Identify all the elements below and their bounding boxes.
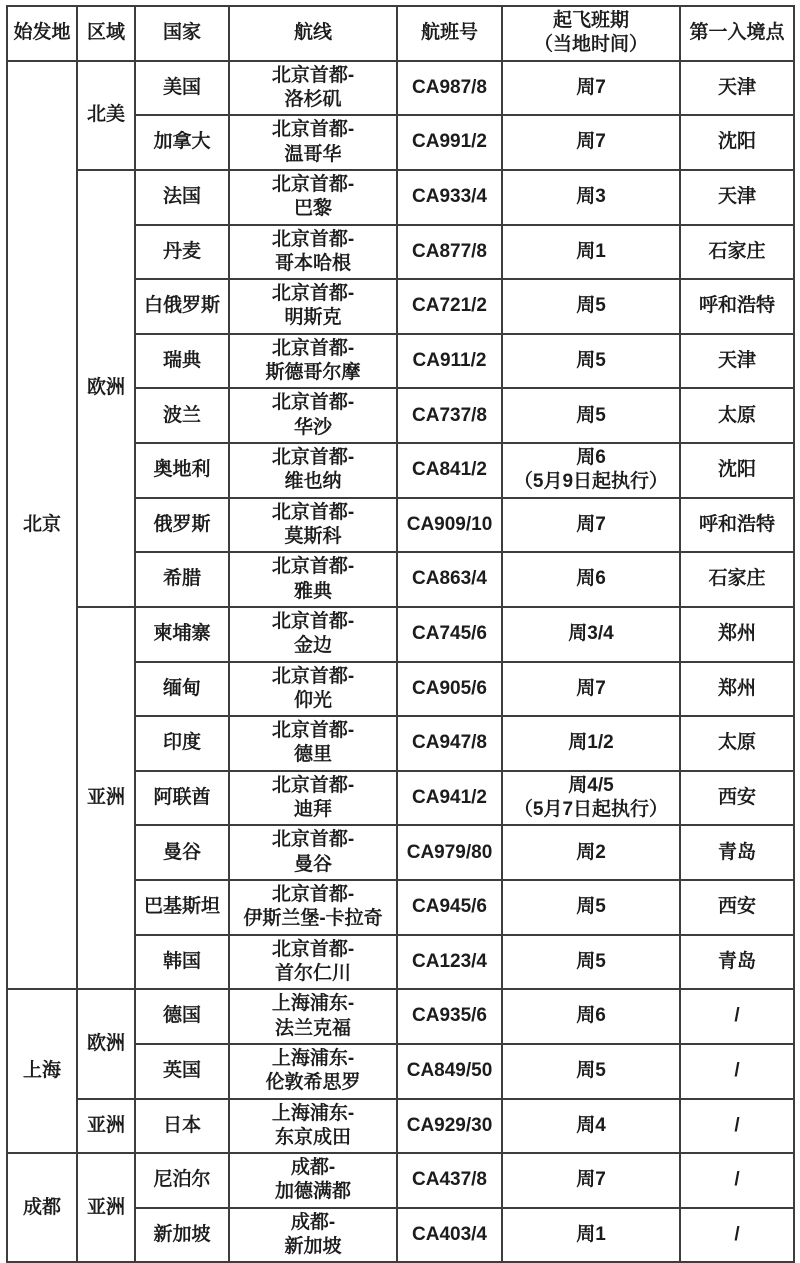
country-cell: 美国 bbox=[135, 61, 229, 116]
entry-point-cell: 西安 bbox=[680, 880, 794, 935]
route-cell-line: 北京首都- bbox=[271, 938, 355, 960]
route-cell-line: 德里 bbox=[293, 744, 332, 766]
region-cell: 欧洲 bbox=[77, 989, 135, 1098]
header-country: 国家 bbox=[135, 6, 229, 61]
schedule-cell bbox=[502, 989, 680, 1044]
schedule-cell bbox=[502, 716, 680, 771]
flight-no-cell: CA911/2 bbox=[397, 334, 502, 389]
flight-no-cell: CA935/6 bbox=[397, 989, 502, 1044]
entry-point-cell: / bbox=[680, 1099, 794, 1154]
flight-no-cell: CA737/8 bbox=[397, 388, 502, 443]
route-cell bbox=[229, 880, 397, 935]
route-cell-line: 仰光 bbox=[293, 689, 332, 711]
route-cell-line: 北京首都- bbox=[271, 884, 355, 905]
route-cell-line: 北京首都- bbox=[271, 447, 355, 468]
country-cell: 英国 bbox=[135, 1044, 229, 1099]
schedule-cell-line: 周7 bbox=[576, 677, 606, 699]
country-cell: 波兰 bbox=[135, 388, 229, 443]
schedule-cell bbox=[502, 935, 680, 990]
header-route: 航线 bbox=[229, 6, 397, 61]
schedule-cell-line: 周1/2 bbox=[568, 732, 614, 754]
flight-no-cell: CA905/6 bbox=[397, 662, 502, 717]
route-cell-line: 北京首都- bbox=[271, 556, 355, 578]
country-cell: 白俄罗斯 bbox=[135, 279, 229, 334]
schedule-cell bbox=[502, 771, 680, 826]
flight-no-cell: CA437/8 bbox=[397, 1153, 502, 1208]
route-cell-line: 明斯克 bbox=[284, 307, 342, 329]
region-cell: 亚洲 bbox=[77, 1153, 135, 1262]
route-cell-line: 金边 bbox=[293, 635, 332, 657]
route-cell bbox=[229, 552, 397, 607]
schedule-cell bbox=[502, 825, 680, 880]
table-row bbox=[7, 607, 794, 662]
route-cell bbox=[229, 115, 397, 170]
entry-point-cell: 天津 bbox=[680, 334, 794, 389]
route-cell-line: 迪拜 bbox=[293, 799, 332, 821]
country-cell: 瑞典 bbox=[135, 334, 229, 389]
schedule-cell-line: 周6 bbox=[576, 447, 606, 468]
schedule-cell bbox=[502, 607, 680, 662]
region-cell: 亚洲 bbox=[77, 607, 135, 989]
entry-point-cell: 呼和浩特 bbox=[680, 498, 794, 553]
entry-point-cell: / bbox=[680, 1208, 794, 1263]
schedule-cell bbox=[502, 443, 680, 498]
entry-point-cell: 石家庄 bbox=[680, 552, 794, 607]
route-cell-line: 巴黎 bbox=[293, 198, 332, 220]
entry-point-cell: 呼和浩特 bbox=[680, 279, 794, 334]
schedule-cell bbox=[502, 1208, 680, 1263]
flight-no-cell: CA877/8 bbox=[397, 225, 502, 280]
route-cell bbox=[229, 61, 397, 116]
flight-no-cell: CA745/6 bbox=[397, 607, 502, 662]
route-cell-line: 北京首都- bbox=[271, 283, 355, 305]
route-cell-line: 伊斯兰堡-卡拉奇 bbox=[243, 908, 383, 930]
schedule-cell-line: 周5 bbox=[576, 896, 606, 918]
table-row bbox=[7, 989, 794, 1044]
country-cell: 德国 bbox=[135, 989, 229, 1044]
schedule-cell bbox=[502, 1099, 680, 1154]
schedule-cell bbox=[502, 1153, 680, 1208]
schedule-cell bbox=[502, 388, 680, 443]
flight-no-cell: CA721/2 bbox=[397, 279, 502, 334]
country-cell: 希腊 bbox=[135, 552, 229, 607]
schedule-cell bbox=[502, 279, 680, 334]
schedule-cell-line: 周3 bbox=[576, 186, 606, 208]
route-cell-line: 首尔仁川 bbox=[274, 962, 351, 984]
entry-point-cell: 郑州 bbox=[680, 607, 794, 662]
header-region: 区域 bbox=[77, 6, 135, 61]
country-cell: 新加坡 bbox=[135, 1208, 229, 1263]
route-cell-line: 上海浦东- bbox=[271, 1047, 355, 1069]
header-origin: 始发地 bbox=[7, 6, 77, 61]
country-cell: 阿联酋 bbox=[135, 771, 229, 826]
entry-point-cell: 西安 bbox=[680, 771, 794, 826]
schedule-cell-line: 周6 bbox=[576, 568, 606, 590]
flight-no-cell: CA403/4 bbox=[397, 1208, 502, 1263]
route-cell-line: 加德满都 bbox=[274, 1181, 351, 1203]
route-cell-line: 北京首都- bbox=[271, 829, 355, 851]
route-cell bbox=[229, 225, 397, 280]
flight-no-cell: CA979/80 bbox=[397, 825, 502, 880]
country-cell: 巴基斯坦 bbox=[135, 880, 229, 935]
origin-cell: 成都 bbox=[7, 1153, 77, 1262]
origin-cell: 北京 bbox=[7, 61, 77, 990]
entry-point-cell: 石家庄 bbox=[680, 225, 794, 280]
schedule-cell bbox=[502, 662, 680, 717]
route-cell bbox=[229, 443, 397, 498]
schedule-cell-line: 周7 bbox=[576, 76, 606, 98]
route-cell bbox=[229, 662, 397, 717]
route-cell bbox=[229, 989, 397, 1044]
schedule-cell-line: 周4/5 bbox=[568, 774, 614, 796]
table-row bbox=[7, 1099, 794, 1154]
schedule-cell bbox=[502, 61, 680, 116]
route-cell bbox=[229, 771, 397, 826]
entry-point-cell: / bbox=[680, 989, 794, 1044]
country-cell: 曼谷 bbox=[135, 825, 229, 880]
route-cell-line: 北京首都- bbox=[271, 119, 355, 141]
schedule-cell bbox=[502, 334, 680, 389]
flight-no-cell: CA991/2 bbox=[397, 115, 502, 170]
route-cell bbox=[229, 716, 397, 771]
route-cell-line: 北京首都- bbox=[271, 173, 355, 195]
route-cell bbox=[229, 1153, 397, 1208]
region-cell: 北美 bbox=[77, 61, 135, 170]
schedule-cell-line: 周5 bbox=[576, 349, 606, 371]
country-cell: 奥地利 bbox=[135, 443, 229, 498]
country-cell: 柬埔寨 bbox=[135, 607, 229, 662]
route-cell-line: 雅典 bbox=[293, 580, 332, 602]
schedule-cell-line: 周1 bbox=[576, 1223, 606, 1245]
route-cell-line: 斯德哥尔摩 bbox=[265, 362, 361, 384]
flight-no-cell: CA941/2 bbox=[397, 771, 502, 826]
route-cell-line: 莫斯科 bbox=[284, 525, 342, 547]
table-header bbox=[7, 6, 794, 61]
header-schedule-line2: （当地时间） bbox=[533, 34, 648, 56]
route-cell-line: 北京首都- bbox=[271, 228, 355, 250]
entry-point-cell: 太原 bbox=[680, 388, 794, 443]
header-schedule-line1: 起飞班期 bbox=[552, 10, 629, 31]
country-cell: 印度 bbox=[135, 716, 229, 771]
schedule-cell-line: 周7 bbox=[576, 1169, 606, 1191]
schedule-cell-line: 周2 bbox=[576, 841, 606, 863]
flight-no-cell: CA909/10 bbox=[397, 498, 502, 553]
route-cell-line: 北京首都- bbox=[271, 720, 355, 742]
header-flight-no: 航班号 bbox=[397, 6, 502, 61]
flight-no-cell: CA863/4 bbox=[397, 552, 502, 607]
route-cell bbox=[229, 825, 397, 880]
schedule-cell bbox=[502, 498, 680, 553]
schedule-cell-line: 周7 bbox=[576, 513, 606, 535]
entry-point-cell: 太原 bbox=[680, 716, 794, 771]
schedule-cell bbox=[502, 552, 680, 607]
flight-no-cell: CA933/4 bbox=[397, 170, 502, 225]
table-row bbox=[7, 170, 794, 225]
route-cell bbox=[229, 1044, 397, 1099]
route-cell-line: 上海浦东- bbox=[271, 1102, 355, 1124]
schedule-cell-line: 周7 bbox=[576, 131, 606, 153]
schedule-cell bbox=[502, 170, 680, 225]
schedule-cell-line: （5月7日起执行） bbox=[513, 799, 669, 821]
route-cell-line: 成都- bbox=[290, 1211, 336, 1233]
route-cell bbox=[229, 935, 397, 990]
route-cell bbox=[229, 1099, 397, 1154]
country-cell: 加拿大 bbox=[135, 115, 229, 170]
country-cell: 韩国 bbox=[135, 935, 229, 990]
entry-point-cell: 青岛 bbox=[680, 825, 794, 880]
route-cell-line: 温哥华 bbox=[284, 143, 342, 165]
schedule-cell-line: 周5 bbox=[576, 1060, 606, 1082]
schedule-cell bbox=[502, 1044, 680, 1099]
entry-point-cell: 沈阳 bbox=[680, 115, 794, 170]
country-cell: 日本 bbox=[135, 1099, 229, 1154]
route-cell-line: 曼谷 bbox=[293, 853, 332, 875]
country-cell: 丹麦 bbox=[135, 225, 229, 280]
table-row bbox=[7, 1153, 794, 1208]
entry-point-cell: / bbox=[680, 1153, 794, 1208]
country-cell: 法国 bbox=[135, 170, 229, 225]
route-cell bbox=[229, 388, 397, 443]
route-cell bbox=[229, 1208, 397, 1263]
route-cell-line: 伦敦希思罗 bbox=[265, 1072, 361, 1094]
entry-point-cell: 郑州 bbox=[680, 662, 794, 717]
country-cell: 俄罗斯 bbox=[135, 498, 229, 553]
table-row bbox=[7, 61, 794, 116]
schedule-cell-line: 周5 bbox=[576, 404, 606, 426]
entry-point-cell: 沈阳 bbox=[680, 443, 794, 498]
route-cell-line: 新加坡 bbox=[284, 1236, 342, 1258]
header-schedule bbox=[502, 6, 680, 61]
route-cell-line: 法兰克福 bbox=[274, 1017, 351, 1039]
schedule-cell-line: 周1 bbox=[576, 240, 606, 262]
route-cell-line: 东京成田 bbox=[274, 1126, 351, 1148]
route-cell-line: 上海浦东- bbox=[271, 993, 355, 1015]
schedule-cell-line: 周5 bbox=[576, 950, 606, 972]
route-cell-line: 洛杉矶 bbox=[284, 88, 342, 110]
entry-point-cell: 青岛 bbox=[680, 935, 794, 990]
flight-no-cell: CA841/2 bbox=[397, 443, 502, 498]
route-cell-line: 成都- bbox=[290, 1157, 336, 1179]
flight-schedule-table bbox=[6, 5, 795, 1263]
flight-no-cell: CA987/8 bbox=[397, 61, 502, 116]
entry-point-cell: 天津 bbox=[680, 170, 794, 225]
schedule-cell-line: 周3/4 bbox=[568, 623, 614, 645]
route-cell-line: 北京首都- bbox=[271, 665, 355, 687]
entry-point-cell: 天津 bbox=[680, 61, 794, 116]
schedule-cell-line: （5月9日起执行） bbox=[513, 471, 669, 493]
schedule-cell bbox=[502, 115, 680, 170]
route-cell-line: 北京首都- bbox=[271, 337, 355, 359]
flight-no-cell: CA123/4 bbox=[397, 935, 502, 990]
route-cell-line: 北京首都- bbox=[271, 501, 355, 523]
country-cell: 缅甸 bbox=[135, 662, 229, 717]
flight-no-cell: CA947/8 bbox=[397, 716, 502, 771]
route-cell-line: 北京首都- bbox=[271, 774, 355, 796]
schedule-cell-line: 周4 bbox=[576, 1114, 606, 1136]
schedule-cell bbox=[502, 225, 680, 280]
route-cell-line: 华沙 bbox=[293, 416, 332, 438]
schedule-cell bbox=[502, 880, 680, 935]
route-cell bbox=[229, 607, 397, 662]
route-cell-line: 维也纳 bbox=[284, 471, 342, 493]
table-body bbox=[7, 61, 794, 1263]
schedule-cell-line: 周6 bbox=[576, 1005, 606, 1027]
schedule-cell-line: 周5 bbox=[576, 295, 606, 317]
route-cell-line: 北京首都- bbox=[271, 64, 355, 86]
route-cell bbox=[229, 498, 397, 553]
route-cell-line: 哥本哈根 bbox=[274, 252, 351, 274]
region-cell: 亚洲 bbox=[77, 1099, 135, 1154]
origin-cell: 上海 bbox=[7, 989, 77, 1153]
route-cell-line: 北京首都- bbox=[271, 610, 355, 632]
header-row bbox=[7, 6, 794, 61]
flight-no-cell: CA849/50 bbox=[397, 1044, 502, 1099]
entry-point-cell: / bbox=[680, 1044, 794, 1099]
route-cell-line: 北京首都- bbox=[271, 392, 355, 414]
flight-no-cell: CA929/30 bbox=[397, 1099, 502, 1154]
route-cell bbox=[229, 170, 397, 225]
flight-no-cell: CA945/6 bbox=[397, 880, 502, 935]
route-cell bbox=[229, 279, 397, 334]
route-cell bbox=[229, 334, 397, 389]
header-entry-point: 第一入境点 bbox=[680, 6, 794, 61]
country-cell: 尼泊尔 bbox=[135, 1153, 229, 1208]
region-cell: 欧洲 bbox=[77, 170, 135, 607]
